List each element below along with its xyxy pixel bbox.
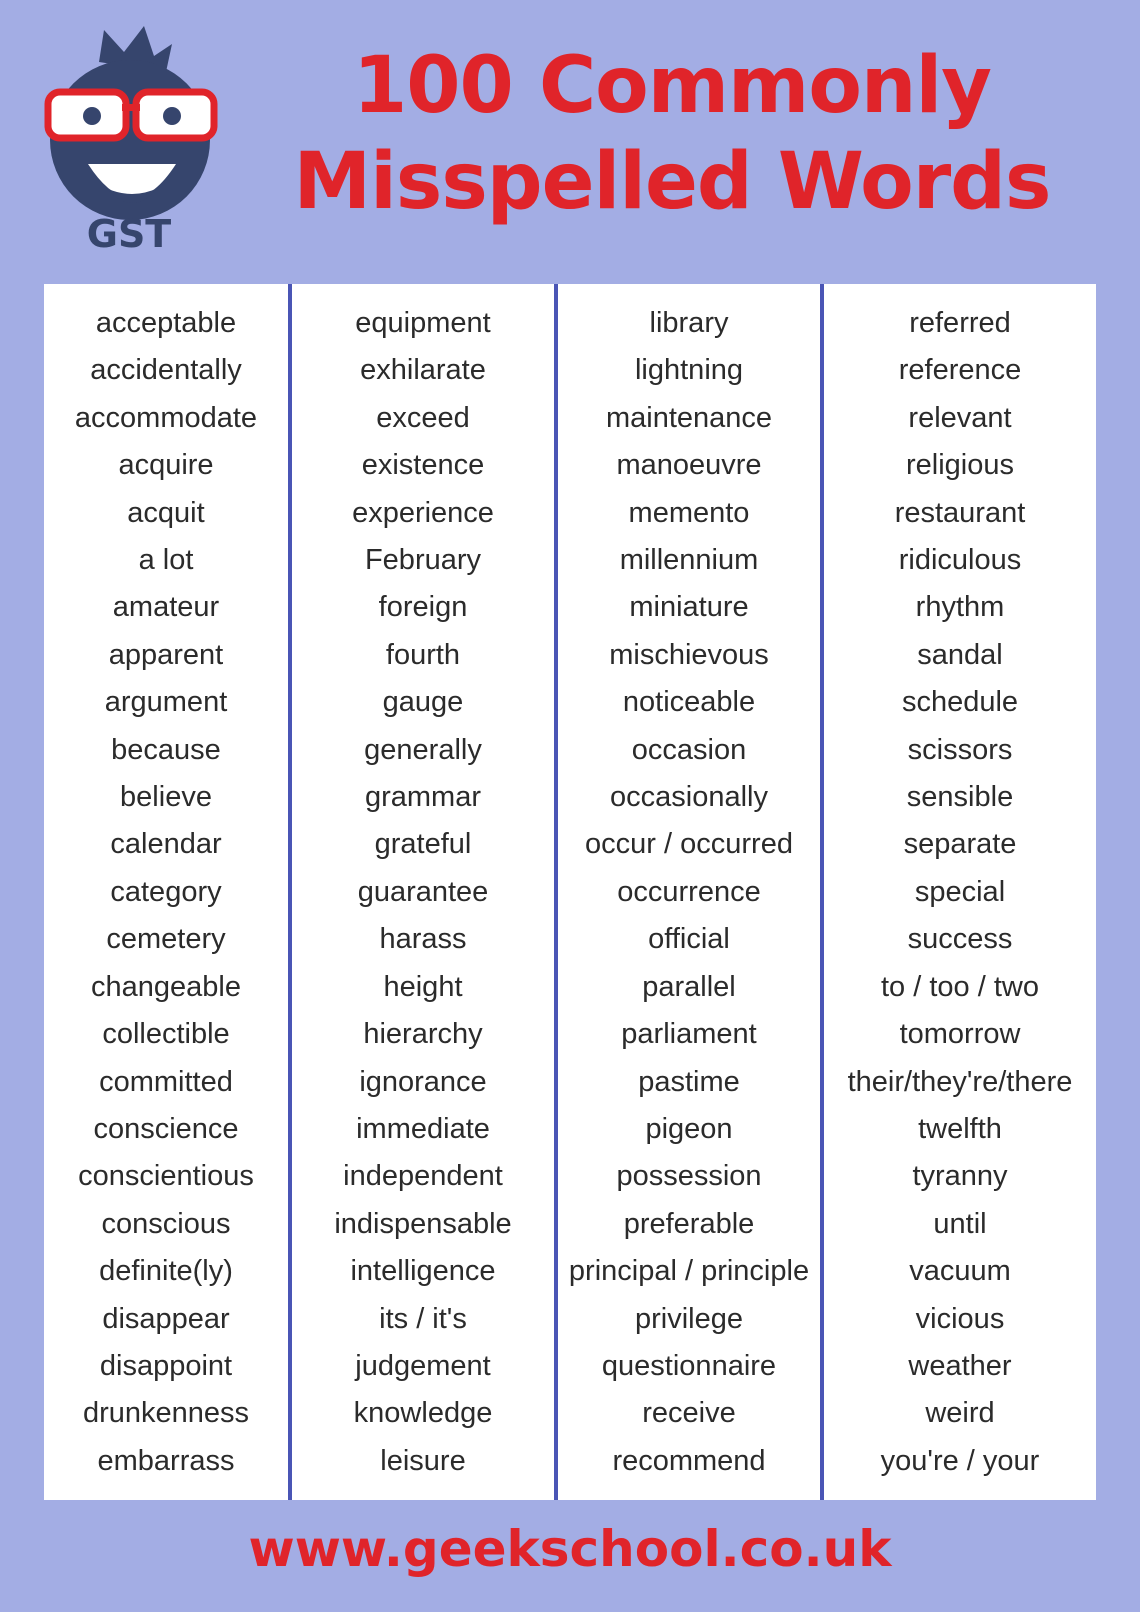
word-item: foreign	[378, 591, 468, 624]
word-item: February	[364, 544, 482, 577]
word-item: miniature	[629, 591, 749, 624]
word-item: receive	[642, 1397, 736, 1430]
word-item: independent	[343, 1160, 503, 1193]
word-item: hierarchy	[363, 1018, 483, 1051]
word-item: mischievous	[609, 638, 769, 671]
word-item: possession	[616, 1160, 762, 1193]
word-item: conscience	[93, 1112, 239, 1145]
word-item: preferable	[623, 1207, 755, 1240]
word-item: a lot	[138, 544, 194, 577]
word-item: intelligence	[350, 1255, 496, 1288]
word-item: principal / principle	[568, 1255, 810, 1288]
word-item: guarantee	[357, 875, 489, 908]
word-item: lightning	[634, 354, 744, 387]
word-item: library	[649, 307, 729, 339]
word-item: vicious	[915, 1302, 1005, 1335]
word-item: parallel	[642, 970, 736, 1003]
word-item: equipment	[355, 307, 491, 339]
page-title	[232, 38, 1112, 230]
word-column-1	[44, 284, 288, 1500]
word-item: sensible	[906, 781, 1014, 814]
word-item: grateful	[374, 828, 472, 861]
word-item: exhilarate	[360, 354, 486, 387]
word-item: pastime	[638, 1065, 740, 1098]
word-column-4	[824, 284, 1096, 1500]
word-item: changeable	[91, 970, 241, 1003]
word-item: questionnaire	[601, 1349, 777, 1382]
word-item: success	[907, 923, 1013, 956]
word-item: occasion	[631, 733, 747, 766]
word-item: gauge	[382, 686, 464, 719]
word-item: reference	[898, 354, 1022, 387]
word-item: acceptable	[95, 307, 237, 339]
word-item: generally	[364, 733, 482, 766]
word-item: sandal	[917, 638, 1003, 671]
title-line-2: Misspelled Words	[293, 137, 1051, 227]
word-item: conscious	[101, 1207, 231, 1240]
word-item: conscientious	[78, 1160, 254, 1193]
word-item: harass	[379, 923, 467, 956]
word-item: argument	[104, 686, 228, 719]
gst-logo	[44, 22, 224, 262]
word-item: existence	[361, 449, 485, 482]
word-item: apparent	[108, 638, 224, 671]
word-item: schedule	[901, 686, 1019, 719]
word-list-panel	[44, 284, 1096, 1500]
word-item: weather	[908, 1349, 1012, 1382]
word-item: recommend	[612, 1444, 766, 1477]
word-item: memento	[628, 496, 750, 529]
word-item: weird	[925, 1397, 995, 1430]
word-item: fourth	[385, 638, 461, 671]
title-line-1: 100 Commonly	[352, 41, 992, 131]
word-item: because	[111, 733, 221, 766]
word-item: believe	[120, 781, 212, 814]
word-item: to / too / two	[881, 970, 1039, 1003]
word-item: maintenance	[605, 401, 773, 434]
word-item: pigeon	[645, 1112, 733, 1145]
word-item: collectible	[102, 1018, 230, 1051]
word-item: ignorance	[359, 1065, 487, 1098]
word-item: occur / occurred	[585, 828, 793, 861]
word-item: until	[933, 1207, 987, 1240]
word-item: height	[383, 970, 463, 1003]
word-item: grammar	[364, 781, 481, 814]
word-item: exceed	[376, 401, 470, 434]
word-item: disappoint	[99, 1349, 233, 1382]
word-item: tyranny	[912, 1160, 1008, 1193]
word-item: experience	[352, 496, 494, 529]
word-item: manoeuvre	[616, 449, 762, 482]
word-item: religious	[906, 449, 1014, 482]
word-item: its / it's	[379, 1302, 467, 1335]
word-item: category	[110, 875, 222, 908]
word-column-2	[292, 284, 554, 1500]
word-item: indispensable	[334, 1207, 512, 1240]
word-item: definite(ly)	[99, 1255, 233, 1288]
word-item: relevant	[908, 401, 1012, 434]
word-item: calendar	[110, 828, 222, 861]
word-item: accommodate	[74, 401, 258, 434]
word-item: occasionally	[610, 781, 768, 814]
word-item: judgement	[355, 1349, 491, 1382]
word-item: parliament	[621, 1018, 757, 1051]
word-item: leisure	[380, 1444, 466, 1477]
word-item: cemetery	[106, 923, 226, 956]
word-item: official	[648, 923, 730, 956]
word-item: separate	[903, 828, 1017, 861]
word-item: acquit	[127, 496, 205, 529]
word-item: drunkenness	[82, 1397, 250, 1430]
word-item: rhythm	[915, 591, 1005, 624]
word-item: special	[914, 875, 1006, 908]
word-item: accidentally	[90, 354, 242, 387]
word-item: committed	[99, 1065, 233, 1098]
word-item: knowledge	[353, 1397, 493, 1430]
word-item: twelfth	[918, 1112, 1002, 1145]
word-item: you're / your	[880, 1444, 1040, 1477]
word-item: embarrass	[97, 1444, 235, 1477]
logo-text: GST	[86, 212, 172, 256]
word-item: occurrence	[617, 875, 761, 908]
word-item: tomorrow	[899, 1018, 1021, 1051]
word-item: restaurant	[894, 496, 1026, 529]
word-item: amateur	[112, 591, 220, 624]
website-url: www.geekschool.co.uk	[248, 1520, 892, 1578]
word-item: referred	[909, 307, 1011, 339]
word-item: acquire	[118, 449, 214, 482]
word-item: disappear	[102, 1302, 230, 1335]
word-item: noticeable	[622, 686, 756, 719]
word-item: vacuum	[909, 1255, 1011, 1288]
word-item: their/they're/there	[847, 1065, 1073, 1098]
word-column-3	[558, 284, 820, 1500]
word-item: privilege	[635, 1302, 743, 1335]
word-item: millennium	[619, 544, 759, 577]
word-item: ridiculous	[898, 544, 1022, 577]
word-item: immediate	[356, 1112, 490, 1145]
word-item: scissors	[907, 733, 1013, 766]
